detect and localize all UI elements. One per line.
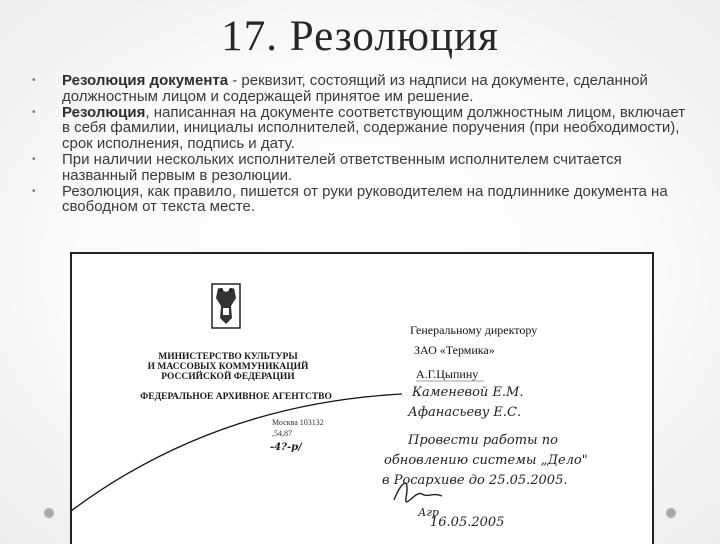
coat-of-arms-icon [212, 284, 240, 328]
bullet-dot-icon: • [32, 153, 36, 165]
corner-dot-icon [44, 508, 54, 518]
resolution-line: Афанасьеву Е.С. [408, 405, 522, 420]
registration-mark: -4?-р/ [270, 442, 302, 453]
address-line: ,54,87 [272, 429, 292, 438]
ministry-line: И МАССОВЫХ КОММУНИКАЦИЙ [147, 362, 309, 372]
signature-text: Агр [418, 506, 439, 519]
resolution-date: 16.05.2005 [430, 515, 505, 530]
ministry-line: МИНИСТЕРСТВО КУЛЬТУРЫ [158, 352, 298, 362]
resolution-line: обновлению системы „Дело" [384, 453, 588, 468]
bullet-item [32, 152, 692, 184]
bullet-item [32, 73, 692, 105]
document-image [70, 252, 654, 544]
document-scan [72, 254, 652, 544]
resolution-line: Провести работы по [408, 433, 558, 448]
bullet-bold: Резолюция [62, 103, 146, 121]
bullet-text: , написанная на документе соответствующим должностным лицом, включает в себя фамилии, инициалы исполнителей, содержание поручения (при необходимости), срок исполнения, подпись и дату. [62, 103, 686, 153]
resolution-line: Каменевой Е.М. [412, 385, 524, 400]
slide-title: 17. Резолюция [221, 13, 499, 60]
ministry-line: РОССИЙСКОЙ ФЕДЕРАЦИИ [161, 372, 295, 382]
bullet-text: При наличии нескольких исполнителей ответственным исполнителем считается названный первым в резолюции. [62, 150, 622, 184]
addressee-line: ЗАО «Термика» [414, 343, 495, 357]
bullet-text: - реквизит, состоящий из надписи на документе, сделанной должностным лицом и содержащей принятое им решение. [62, 72, 648, 105]
corner-dot-icon [666, 508, 676, 518]
bullet-dot-icon: • [32, 75, 36, 86]
bullet-bold: Резолюция документа [62, 72, 229, 89]
bullet-item [32, 184, 692, 216]
addressee-line: Генеральному директору [410, 323, 538, 337]
bullet-text: Резолюция, как правило, пишется от руки руководителем на подлиннике документа на свободном от текста месте. [62, 182, 668, 216]
bullet-dot-icon: • [32, 185, 36, 197]
bullet-list [32, 73, 692, 215]
fold-curve [72, 394, 402, 514]
addressee-line: А.Г.Цыпину [416, 367, 479, 381]
resolution-line: в Росархиве до 25.05.2005. [382, 473, 568, 488]
bullet-item [32, 105, 692, 152]
agency-name: ФЕДЕРАЛЬНОЕ АРХИВНОЕ АГЕНТСТВО [140, 392, 332, 402]
bullet-dot-icon: • [32, 106, 36, 118]
address-line: Москва 103132 [272, 418, 324, 427]
